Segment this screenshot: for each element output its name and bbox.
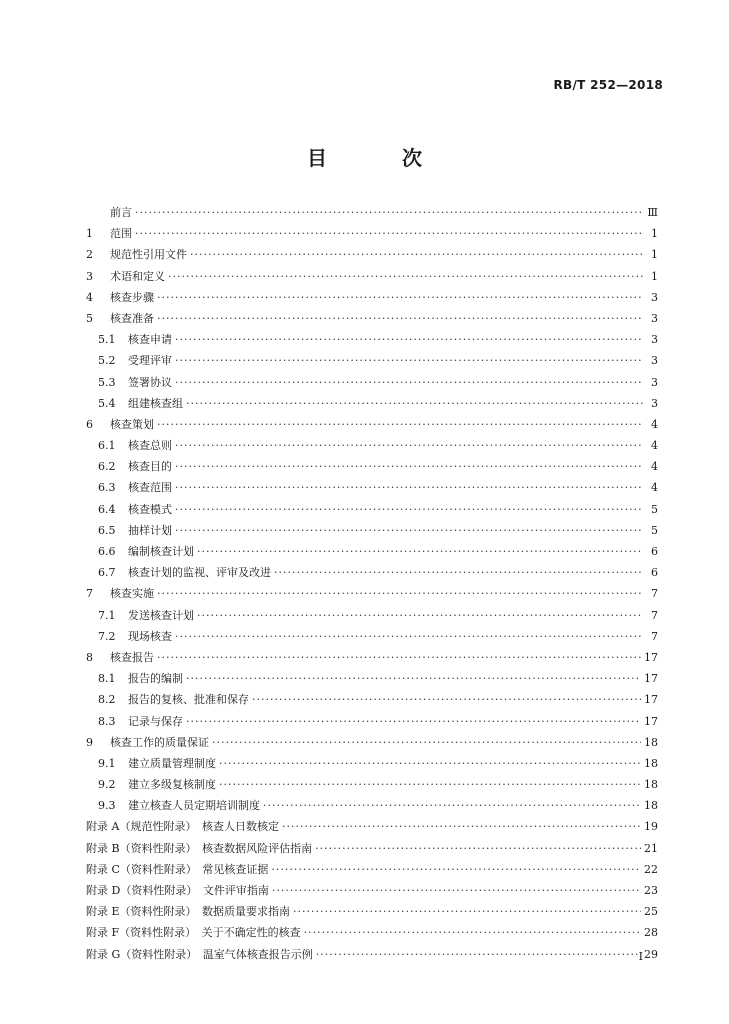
toc-entry[interactable] (86, 372, 658, 393)
toc-leader (271, 859, 641, 880)
toc-label: 前言 (110, 206, 132, 219)
toc-entry[interactable] (86, 901, 658, 922)
toc-leader (263, 795, 641, 816)
toc-page: 3 (651, 290, 658, 304)
toc-leader (315, 838, 641, 859)
toc-entry[interactable] (86, 499, 658, 520)
toc-number: 4 (86, 290, 93, 304)
toc-label: 发送核查计划 (128, 608, 194, 622)
toc-leader (186, 668, 641, 689)
toc-entry[interactable] (86, 477, 658, 498)
toc-page: 4 (651, 417, 658, 431)
toc-number: 5.2 (98, 354, 116, 368)
toc-number: 6.1 (98, 439, 116, 453)
toc-label: 附录 C（资料性附录） 常见核查证据 (86, 862, 269, 876)
toc-entry[interactable] (86, 414, 658, 435)
toc-leader (175, 626, 643, 647)
toc-number: 7.2 (98, 629, 116, 643)
toc-label: 术语和定义 (110, 269, 165, 283)
toc-leader (186, 393, 643, 414)
toc-page: 1 (651, 227, 658, 241)
toc-entry[interactable] (86, 795, 658, 816)
toc-number: 6.7 (98, 566, 116, 580)
toc-label: 现场核查 (128, 629, 172, 643)
toc-page: 17 (644, 714, 658, 728)
toc-label: 建立质量管理制度 (128, 756, 216, 770)
toc-page: 5 (651, 502, 658, 516)
toc-entry[interactable] (86, 541, 658, 562)
toc-label: 核查工作的质量保证 (110, 735, 209, 749)
toc-label: 核查模式 (128, 502, 172, 516)
toc-number: 5.4 (98, 396, 116, 410)
toc-label: 附录 F（资料性附录） 关于不确定性的核查 (86, 926, 301, 940)
toc-label: 抽样计划 (128, 523, 172, 537)
toc-leader (157, 647, 641, 668)
toc-leader (175, 520, 643, 541)
toc-page: 3 (651, 311, 658, 325)
toc-leader (197, 541, 643, 562)
toc-label: 附录 A（规范性附录） 核查人日数核定 (86, 820, 279, 834)
toc-label: 记录与保存 (128, 714, 183, 728)
toc-page: 21 (644, 841, 658, 855)
toc-leader (157, 583, 643, 604)
toc-entry[interactable] (86, 350, 658, 371)
toc-leader (135, 223, 643, 244)
toc-entry[interactable] (86, 520, 658, 541)
toc-label: 核查报告 (110, 650, 154, 664)
toc-page: 28 (644, 926, 658, 940)
toc-entry[interactable] (86, 753, 658, 774)
toc-leader (175, 329, 643, 350)
toc-leader (274, 562, 643, 583)
toc-number: 9.2 (98, 778, 116, 792)
toc-label: 组建核查组 (128, 396, 183, 410)
toc-label: 报告的编制 (128, 672, 183, 686)
toc-leader (293, 901, 641, 922)
toc-page: 22 (644, 862, 658, 876)
toc-number: 9.1 (98, 756, 116, 770)
toc-number: 6.5 (98, 523, 116, 537)
toc-leader (197, 605, 643, 626)
toc-label: 核查实施 (110, 587, 154, 601)
toc-page: 1 (651, 248, 658, 262)
toc-number: 6.6 (98, 545, 116, 558)
toc-entry[interactable] (86, 880, 658, 901)
toc-entry[interactable] (86, 202, 658, 223)
toc-label: 建立核查人员定期培训制度 (128, 799, 260, 813)
toc-page: 6 (651, 545, 658, 558)
toc-page: Ⅲ (647, 206, 658, 219)
toc-leader (157, 308, 643, 329)
toc-leader (219, 774, 641, 795)
toc-label: 签署协议 (128, 375, 172, 389)
toc-leader (175, 499, 643, 520)
toc-number: 6.2 (98, 460, 116, 474)
toc-label: 附录 B（资料性附录） 核查数据风险评估指南 (86, 841, 313, 855)
toc-number: 7 (86, 587, 93, 601)
toc-entry[interactable] (86, 583, 658, 604)
toc-leader (135, 202, 643, 223)
toc-number: 5 (86, 311, 93, 325)
toc-entry[interactable] (86, 244, 658, 265)
toc-label: 核查准备 (110, 311, 154, 325)
toc-entry[interactable] (86, 711, 658, 732)
toc-page: 17 (644, 693, 658, 707)
toc-number: 1 (86, 227, 93, 241)
toc-page: 6 (651, 566, 658, 580)
toc-number: 3 (86, 269, 93, 283)
toc-page: 23 (644, 884, 658, 897)
toc-entry[interactable] (86, 626, 658, 647)
toc-number: 8.3 (98, 714, 116, 728)
toc-entry[interactable] (86, 668, 658, 689)
toc-label: 附录 D（资料性附录） 文件评审指南 (86, 884, 269, 897)
toc-number: 2 (86, 248, 93, 262)
toc-leader (175, 372, 643, 393)
toc-label: 受理评审 (128, 354, 172, 368)
toc-leader (212, 732, 641, 753)
toc-label: 规范性引用文件 (110, 248, 187, 262)
toc-label: 范围 (110, 227, 132, 241)
toc-number: 5.3 (98, 375, 116, 389)
toc-number: 8.2 (98, 693, 116, 707)
standard-code: RB/T 252—2018 (553, 78, 663, 92)
toc-label: 附录 G（资料性附录） 温室气体核查报告示例 (86, 947, 313, 961)
toc-leader (252, 689, 641, 710)
toc-entry[interactable] (86, 223, 658, 244)
toc-entry[interactable] (86, 456, 658, 477)
toc-entry[interactable] (86, 435, 658, 456)
toc-number: 5.1 (98, 333, 116, 347)
toc-page: 29 (644, 947, 658, 961)
toc-leader (175, 435, 643, 456)
toc-leader (175, 477, 643, 498)
toc-leader (157, 287, 643, 308)
toc-label: 编制核查计划 (128, 545, 194, 558)
toc-page: 3 (651, 333, 658, 347)
toc-number: 9 (86, 735, 93, 749)
toc-entry[interactable] (86, 393, 658, 414)
toc-page: 4 (651, 481, 658, 495)
toc-page: 7 (651, 608, 658, 622)
toc-page: 3 (651, 396, 658, 410)
toc-page: 17 (644, 650, 658, 664)
toc-label: 核查范围 (128, 481, 172, 495)
toc-entry[interactable] (86, 838, 658, 859)
toc-leader (272, 880, 641, 901)
toc-number: 9.3 (98, 799, 116, 813)
toc-number: 8 (86, 650, 93, 664)
toc-label: 核查策划 (110, 417, 154, 431)
toc-entry[interactable] (86, 922, 658, 943)
table-of-contents (86, 202, 658, 965)
toc-page: 3 (651, 375, 658, 389)
toc-label: 附录 E（资料性附录） 数据质量要求指南 (86, 905, 291, 919)
toc-leader (157, 414, 643, 435)
toc-page: 7 (651, 587, 658, 601)
toc-number: 6.4 (98, 502, 116, 516)
toc-entry[interactable] (86, 816, 658, 837)
toc-entry[interactable] (86, 562, 658, 583)
toc-page: 4 (651, 460, 658, 474)
toc-page: 18 (644, 756, 658, 770)
toc-page: 17 (644, 672, 658, 686)
toc-label: 核查申请 (128, 333, 172, 347)
toc-page: 18 (644, 735, 658, 749)
toc-leader (175, 456, 643, 477)
toc-label: 核查总则 (128, 439, 172, 453)
toc-page: 7 (651, 629, 658, 643)
toc-number: 7.1 (98, 608, 116, 622)
toc-page: 1 (651, 269, 658, 283)
toc-number: 6.3 (98, 481, 116, 495)
toc-entry[interactable] (86, 944, 658, 965)
toc-entry[interactable] (86, 774, 658, 795)
toc-page: 5 (651, 523, 658, 537)
toc-label: 建立多级复核制度 (128, 778, 216, 792)
toc-leader (190, 244, 643, 265)
page-number: Ⅰ (638, 950, 643, 963)
toc-entry[interactable] (86, 689, 658, 710)
toc-entry[interactable] (86, 732, 658, 753)
toc-page: 18 (644, 799, 658, 813)
toc-entry[interactable] (86, 329, 658, 350)
page-title: 目 次 (307, 146, 456, 170)
toc-label: 核查步骤 (110, 290, 154, 304)
toc-leader (316, 944, 641, 965)
toc-label: 核查目的 (128, 460, 172, 474)
toc-page: 19 (644, 820, 658, 834)
toc-number: 8.1 (98, 672, 116, 686)
toc-leader (186, 711, 641, 732)
toc-leader (168, 266, 643, 287)
toc-label: 报告的复核、批准和保存 (128, 693, 249, 707)
toc-entry[interactable] (86, 647, 658, 668)
toc-leader (219, 753, 641, 774)
toc-page: 3 (651, 354, 658, 368)
toc-leader (175, 350, 643, 371)
toc-page: 25 (644, 905, 658, 919)
toc-entry[interactable] (86, 308, 658, 329)
toc-entry[interactable] (86, 605, 658, 626)
toc-leader (304, 922, 641, 943)
toc-entry[interactable] (86, 266, 658, 287)
toc-entry[interactable] (86, 859, 658, 880)
toc-page: 18 (644, 778, 658, 792)
toc-entry[interactable] (86, 287, 658, 308)
toc-number: 6 (86, 417, 93, 431)
toc-page: 4 (651, 439, 658, 453)
toc-leader (282, 816, 641, 837)
toc-label: 核查计划的监视、评审及改进 (128, 566, 271, 580)
